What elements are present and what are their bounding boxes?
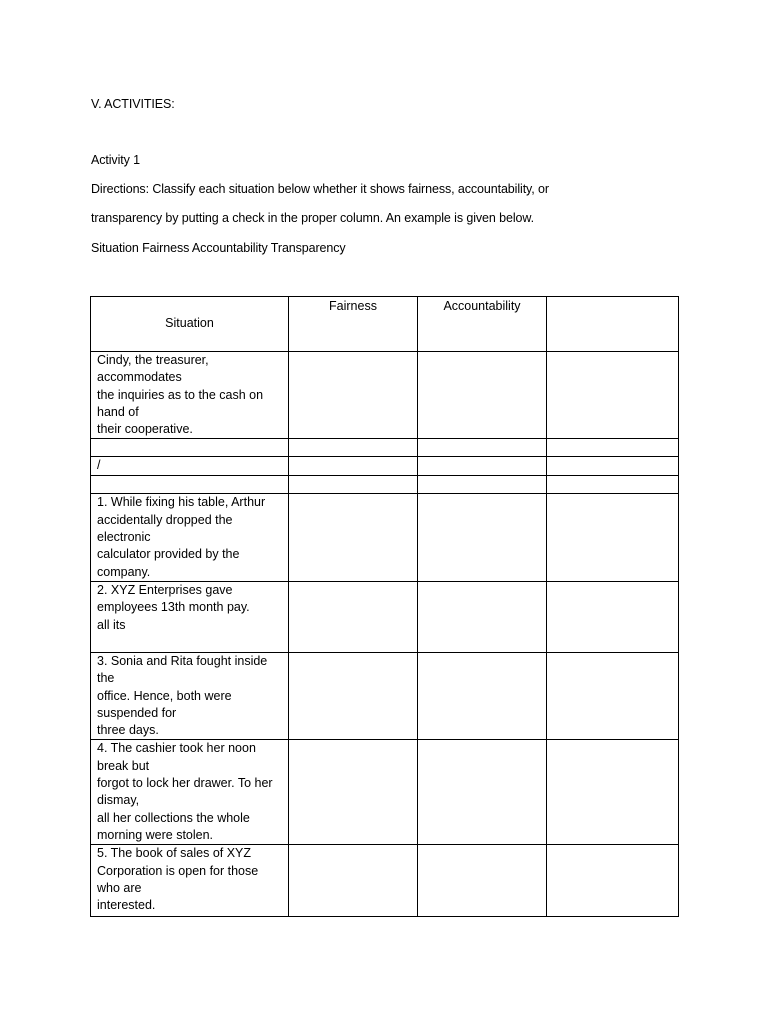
accountability-check-cell[interactable]: [418, 494, 547, 581]
situation-text: 4. The cashier took her noon break but forgot to lock her drawer. To her dismay, all her collections the whole morning were stolen.: [97, 741, 273, 842]
table-row: [91, 457, 679, 476]
accountability-check-cell[interactable]: [418, 740, 547, 845]
fairness-check-cell[interactable]: [289, 581, 418, 652]
transparency-check-cell[interactable]: [547, 439, 679, 457]
transparency-check-cell[interactable]: [547, 476, 679, 494]
fairness-check-cell[interactable]: [289, 439, 418, 457]
fairness-check-cell[interactable]: [289, 457, 418, 476]
situation-cell: [91, 845, 289, 917]
situation-text: Cindy, the treasurer, accommodates the inquiries as to the cash on hand of their cooperative.: [97, 353, 264, 437]
transparency-check-cell[interactable]: [547, 845, 679, 917]
transparency-check-cell[interactable]: [547, 581, 679, 652]
accountability-check-cell[interactable]: [418, 845, 547, 917]
accountability-check-cell[interactable]: [418, 476, 547, 494]
accountability-check-cell[interactable]: [418, 581, 547, 652]
header-transparency: [547, 297, 679, 352]
transparency-check-cell[interactable]: [547, 652, 679, 739]
table-header-row: [91, 297, 679, 352]
situation-text: 1. While fixing his table, Arthur accidentally dropped the electronic calculator provided by the company.: [97, 495, 266, 579]
table-row: [91, 352, 679, 439]
fairness-check-cell[interactable]: [289, 352, 418, 439]
fairness-check-cell[interactable]: [289, 476, 418, 494]
situation-cell: [91, 652, 289, 739]
table-row: [91, 652, 679, 739]
situation-cell: [91, 352, 289, 439]
accountability-check-cell[interactable]: [418, 457, 547, 476]
situation-text: /: [97, 458, 101, 473]
table-row: [91, 476, 679, 494]
situation-cell: [91, 457, 289, 476]
activity-title: Activity 1: [91, 153, 141, 167]
header-accountability: [418, 297, 547, 352]
fairness-check-cell[interactable]: [289, 845, 418, 917]
table-row: [91, 740, 679, 845]
accountability-check-cell[interactable]: [418, 352, 547, 439]
header-situation: [91, 297, 289, 352]
transparency-check-cell[interactable]: [547, 457, 679, 476]
header-fairness-label: Fairness: [329, 299, 377, 313]
situation-cell: [91, 476, 289, 494]
header-accountability-label: Accountability: [443, 299, 521, 313]
header-transparency-label: [547, 297, 678, 298]
fairness-check-cell[interactable]: [289, 494, 418, 581]
header-fairness: [289, 297, 418, 352]
table-row: [91, 845, 679, 917]
situation-cell: [91, 581, 289, 652]
activity-table: [90, 296, 679, 917]
accountability-check-cell[interactable]: [418, 439, 547, 457]
situation-cell: [91, 439, 289, 457]
table-row: [91, 494, 679, 581]
directions-line-1: Directions: Classify each situation below whether it shows fairness, accountability, or: [91, 182, 549, 196]
table-row: [91, 581, 679, 652]
fairness-check-cell[interactable]: [289, 740, 418, 845]
fairness-check-cell[interactable]: [289, 652, 418, 739]
situation-cell: [91, 494, 289, 581]
situation-cell: [91, 740, 289, 845]
section-heading: V. ACTIVITIES:: [91, 97, 175, 111]
transparency-check-cell[interactable]: [547, 740, 679, 845]
transparency-check-cell[interactable]: [547, 352, 679, 439]
situation-text: 5. The book of sales of XYZ Corporation is open for those who are interested.: [97, 846, 259, 913]
situation-text: 2. XYZ Enterprises gave employees 13th month pay. all its: [97, 582, 250, 632]
transparency-check-cell[interactable]: [547, 494, 679, 581]
column-names-line: Situation Fairness Accountability Transparency: [91, 241, 346, 255]
directions-line-2: transparency by putting a check in the proper column. An example is given below.: [91, 211, 534, 225]
accountability-check-cell[interactable]: [418, 652, 547, 739]
situation-text: 3. Sonia and Rita fought inside the office. Hence, both were suspended for three days.: [97, 653, 268, 738]
header-situation-label: Situation: [165, 316, 214, 330]
table-row: [91, 439, 679, 457]
